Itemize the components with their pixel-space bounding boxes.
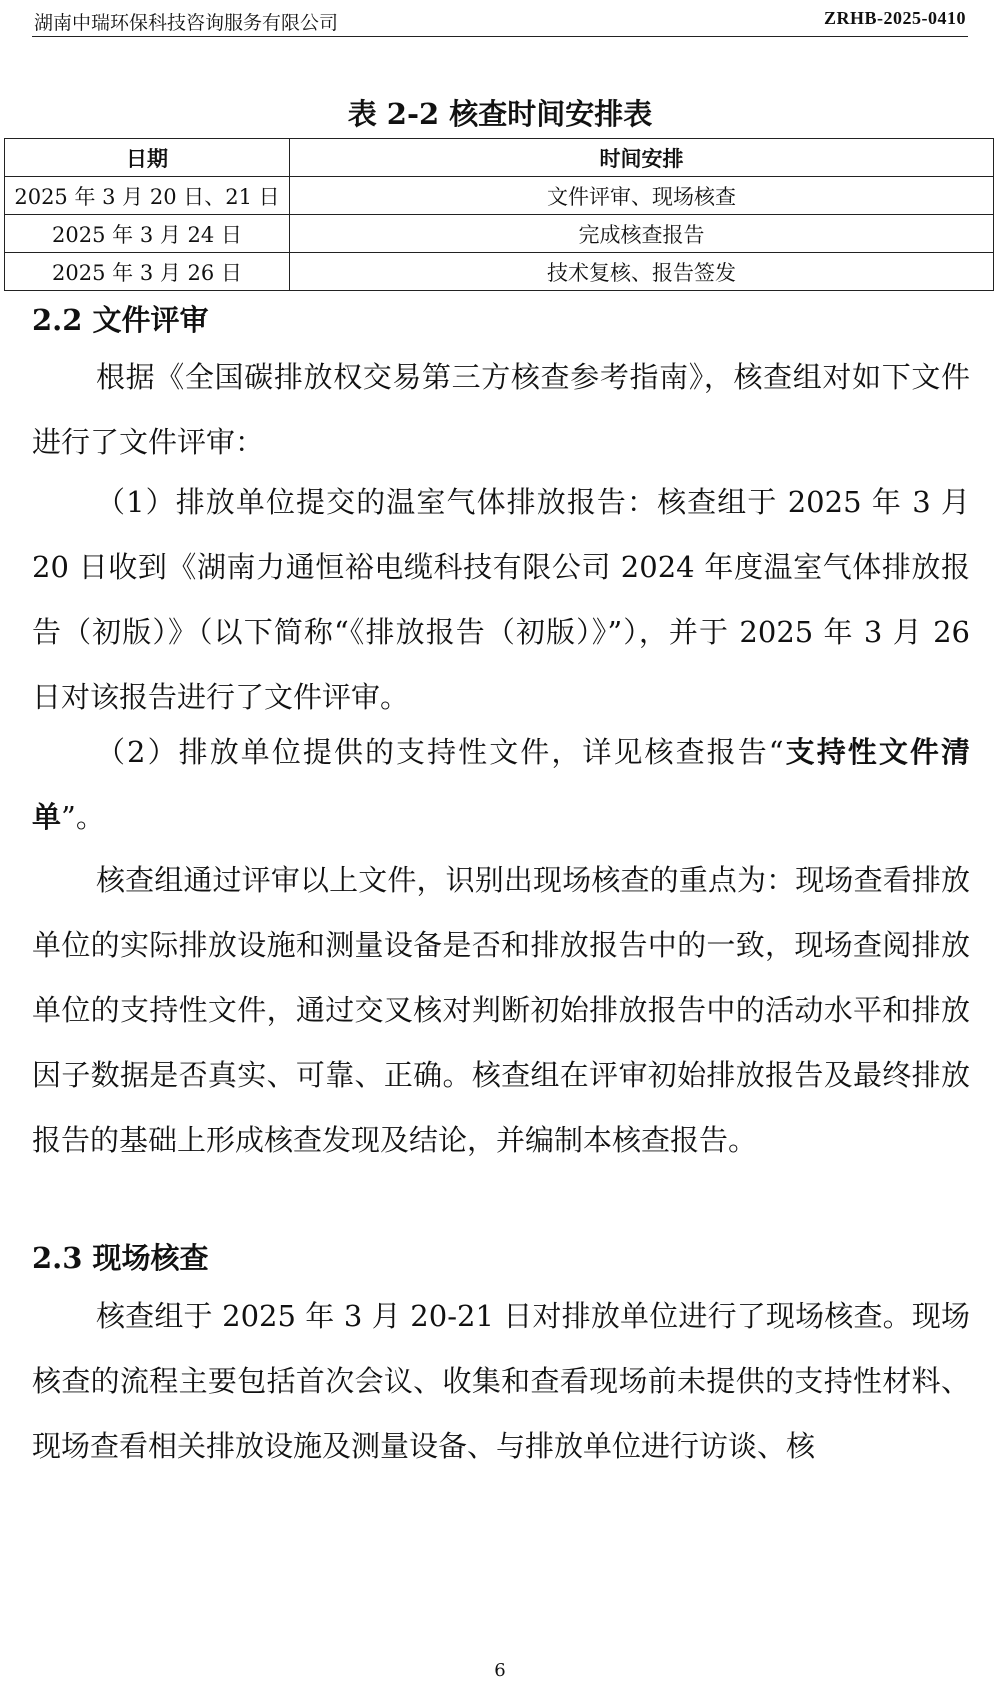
table-row [5, 215, 994, 253]
table-header-arrangement: 时间安排 [290, 139, 994, 177]
paragraph-supporting-docs [32, 720, 970, 850]
section-heading-2-3: 2.3 现场核查 [32, 1241, 209, 1275]
header-doc-number: ZRHB-2025-0410 [824, 8, 966, 28]
paragraph-review-focus: 核查组通过评审以上文件，识别出现场核查的重点为：现场查看排放单位的实际排放设施和测量设备是否和排放报告中的一致，现场查阅排放单位的支持性文件，通过交叉核对判断初始排放报告中的活动水平和排放因子数据是否真实、可靠、正确。核查组在评审初始排放报告及最终排放报告的基础上形成核查发现及结论，并编制本核查报告。 [32, 863, 970, 1157]
table-row [5, 253, 994, 291]
supporting-docs-list-link: 支持性文件清单 [32, 735, 970, 834]
table-cell-arrangement: 文件评审、现场核查 [290, 177, 994, 215]
table-title: 表 2-2 核查时间安排表 [347, 97, 653, 131]
table-header-date: 日期 [5, 139, 290, 177]
header-divider [32, 36, 968, 37]
table-cell-arrangement: 完成核查报告 [290, 215, 994, 253]
table-header-row [5, 139, 994, 177]
table-row [5, 177, 994, 215]
table-cell-date: 2025 年 3 月 26 日 [5, 253, 290, 291]
section-heading-2-2: 2.2 文件评审 [32, 303, 209, 337]
header-company: 湖南中瑞环保科技咨询服务有限公司 [34, 12, 339, 34]
table-cell-date: 2025 年 3 月 20 日、21 日 [5, 177, 290, 215]
table-cell-date: 2025 年 3 月 24 日 [5, 215, 290, 253]
supporting-docs-tail: ”。 [61, 800, 105, 834]
page-number: 6 [494, 1660, 506, 1681]
paragraph-review-basis: 根据《全国碳排放权交易第三方核查参考指南》，核查组对如下文件进行了文件评审： [32, 360, 970, 459]
schedule-table [4, 138, 994, 291]
paragraph-site-verification: 核查组于 2025 年 3 月 20-21 日对排放单位进行了现场核查。现场核查的流程主要包括首次会议、收集和查看现场前未提供的支持性材料、现场查看相关排放设施及测量设备、与排放单位进行访谈、核 [32, 1299, 970, 1463]
supporting-docs-text: （2）排放单位提供的支持性文件，详见核查报告“ [96, 735, 784, 769]
paragraph-emission-report: （1）排放单位提交的温室气体排放报告：核查组于 2025 年 3 月 20 日收到《湖南力通恒裕电缆科技有限公司 2024 年度温室气体排放报告（初版）》（以下简称“《排放报告（初版）》”），并于 2025 年 3 月 26 日对该报告进行了文件评审。 [32, 485, 970, 714]
table-cell-arrangement: 技术复核、报告签发 [290, 253, 994, 291]
